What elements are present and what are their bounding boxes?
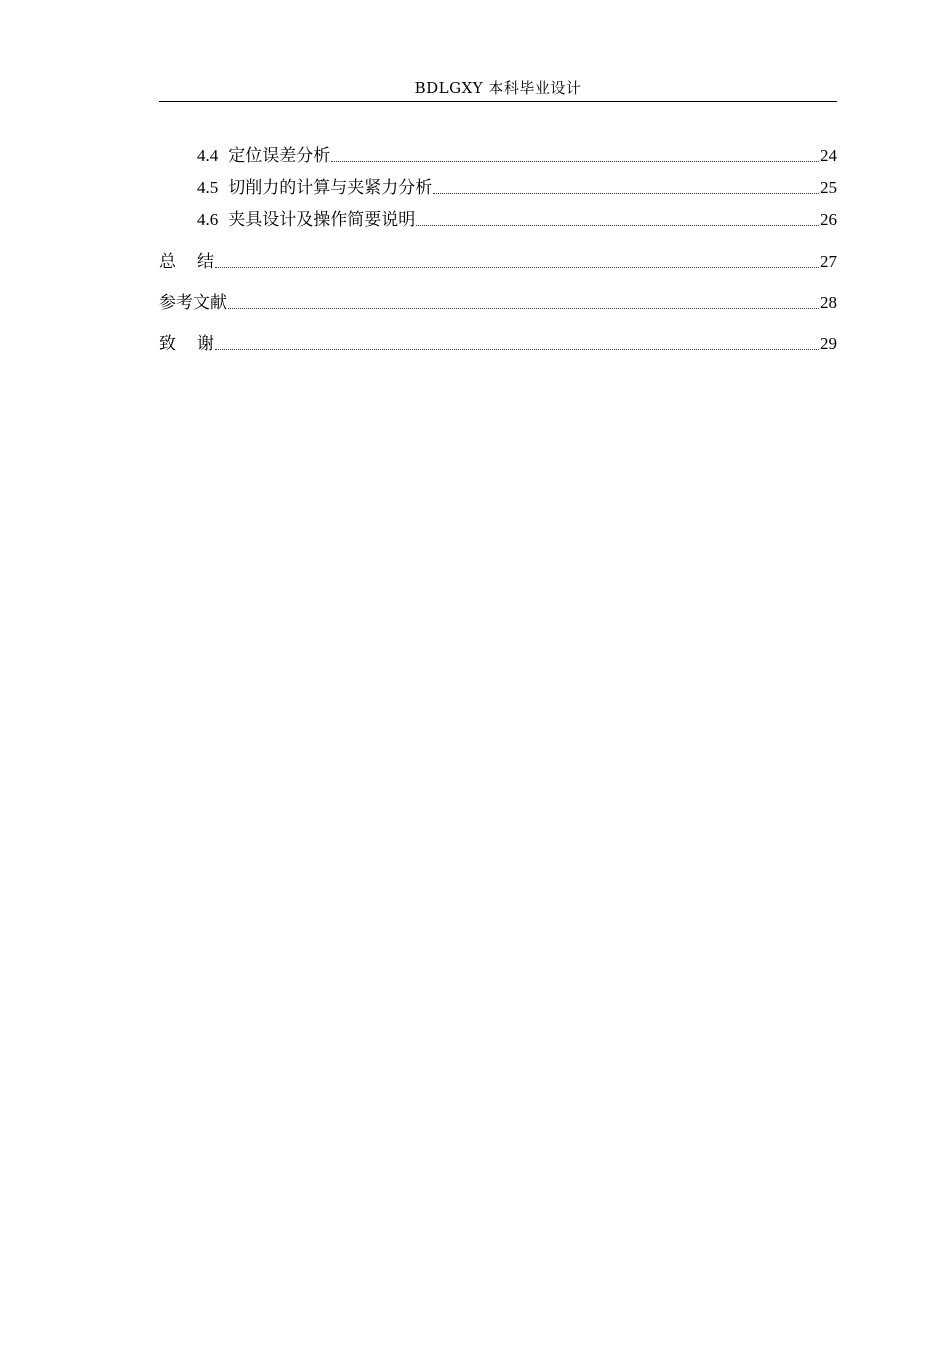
toc-entry-4-6[interactable] [197, 208, 837, 232]
toc-leader-dots [331, 144, 819, 168]
toc-leader-dots [215, 332, 819, 356]
toc-entry-title: 切削力的计算与夹紧力分析 [228, 178, 433, 198]
toc-leader-dots [228, 291, 819, 315]
toc-entry-4-4[interactable] [197, 144, 837, 168]
page-header: BDLGXY 本科毕业设计 [414, 79, 582, 97]
toc-entry-number: 4.4 [197, 146, 219, 165]
toc-entry-page: 24 [820, 146, 837, 165]
toc-title-char: 谢 [197, 334, 214, 354]
toc-entry-title: 参考文献 [159, 293, 227, 313]
toc-title-char: 总 [159, 252, 176, 272]
toc-entry-acknowledgements[interactable] [159, 332, 837, 356]
toc-entry-title [159, 250, 214, 274]
toc-title-char: 致 [159, 334, 176, 354]
toc-entry-4-5[interactable] [197, 176, 837, 200]
toc-entry-title: 夹具设计及操作简要说明 [228, 210, 416, 230]
toc-entry-references[interactable] [159, 291, 837, 315]
toc-entry-number: 4.5 [197, 178, 219, 197]
toc-entry-title: 定位误差分析 [228, 146, 331, 166]
toc-entry-number: 4.6 [197, 210, 219, 229]
toc-leader-dots [215, 250, 819, 274]
toc-entry-page: 28 [820, 293, 837, 312]
header-rule [159, 101, 837, 102]
toc-leader-dots [433, 176, 819, 200]
toc-leader-dots [416, 208, 819, 232]
toc-title-char: 结 [197, 252, 214, 272]
toc-entry-title [159, 332, 214, 356]
toc-entry-summary[interactable] [159, 250, 837, 274]
toc-entry-page: 29 [820, 334, 837, 353]
toc-entry-page: 27 [820, 252, 837, 271]
toc-entry-page: 26 [820, 210, 837, 229]
toc-entry-page: 25 [820, 178, 837, 197]
